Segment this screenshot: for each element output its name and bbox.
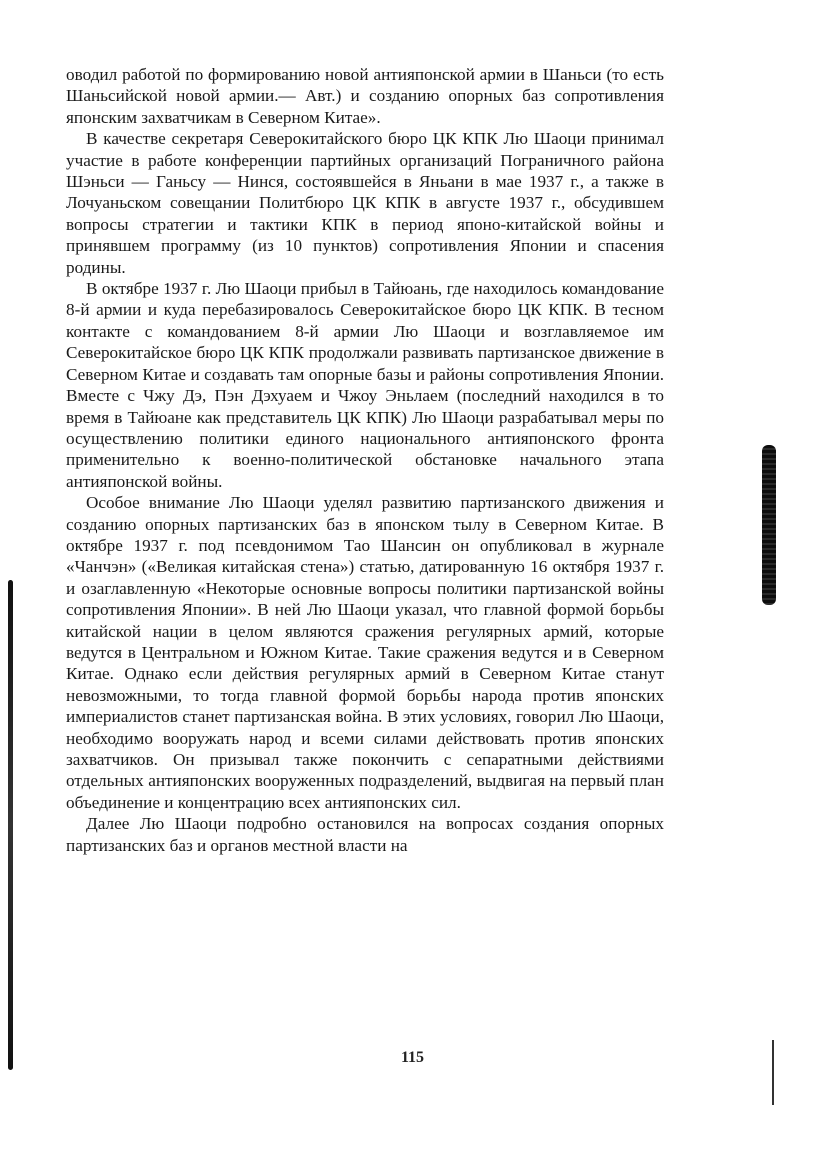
paragraph-3: В октябре 1937 г. Лю Шаоци прибыл в Тайюань, где находилось командование 8-й армии и куда перебазировалось Северокитайское бюро ЦК КПК. В тесном контакте с командованием 8-й армии Лю Шаоци и возглавляемое им Северокитайское бюро ЦК КПК продолжали развивать партизанское движение в Северном Китае и создавать там опорные базы и районы сопротивления Японии. Вместе с Чжу Дэ, Пэн Дэхуаем и Чжоу Эньлаем (последний находился в то время в Тайюане как представитель ЦК КПК) Лю Шаоци разрабатывал меры по осуществлению политики единого национального антияпонского фронта применительно к военно-политической обстановке начального этапа антияпонской войны.: [66, 279, 664, 491]
scan-margin-line-right: [772, 1040, 774, 1105]
page-number: 115: [400, 1049, 425, 1066]
page-text-block: [66, 64, 664, 856]
paragraph-5: Далее Лю Шаоци подробно остановился на вопросах создания опорных партизанских баз и органов местной власти на: [66, 814, 664, 855]
paragraph-2: В качестве секретаря Северокитайского бюро ЦК КПК Лю Шаоци принимал участие в работе конференции партийных организаций Пограничного района Шэньси — Ганьсу — Нинся, состоявшейся в Яньани в мае 1937 г., а также в Лочуаньском совещании Политбюро ЦК КПК в августе 1937 г., обсудившем вопросы стратегии и тактики КПК в период японо-китайской войны и принявшем программу (из 10 пунктов) сопротивления Японии и спасения родины.: [66, 129, 664, 277]
paragraph-4: Особое внимание Лю Шаоци уделял развитию партизанского движения и созданию опорных партизанских баз в японском тылу в Северном Китае. В октябре 1937 г. под псевдонимом Тао Шансин он опубликовал в журнале «Чанчэн» («Великая китайская стена») статью, датированную 16 октября 1937 г. и озаглавленную «Некоторые основные вопросы политики партизанской войны сопротивления Японии». В ней Лю Шаоци указал, что главной формой борьбы китайской нации в целом являются сражения регулярных армий, которые ведутся в Центральном и Южном Китае. Такие сражения ведутся и в Северном Китае. Однако если действия регулярных армий в Северном Китае станут невозможными, то тогда главной формой борьбы народа против японских империалистов станет партизанская война. В этих условиях, говорил Лю Шаоци, необходимо вооружать народ и всеми силами действовать против японских захватчиков. Он призывал также покончить с сепаратными действиями отдельных антияпонских вооруженных подразделений, выдвигая на первый план объединение и концентрацию всех антияпонских сил.: [66, 493, 664, 812]
paragraph-1: оводил работой по формированию новой антияпонской армии в Шаньси (то есть Шаньсийской новой армии.— Авт.) и созданию опорных баз сопротивления японским захватчикам в Северном Китае».: [66, 65, 664, 127]
scan-margin-mark-left: [8, 580, 13, 1070]
scan-margin-mark-right: [762, 445, 776, 605]
